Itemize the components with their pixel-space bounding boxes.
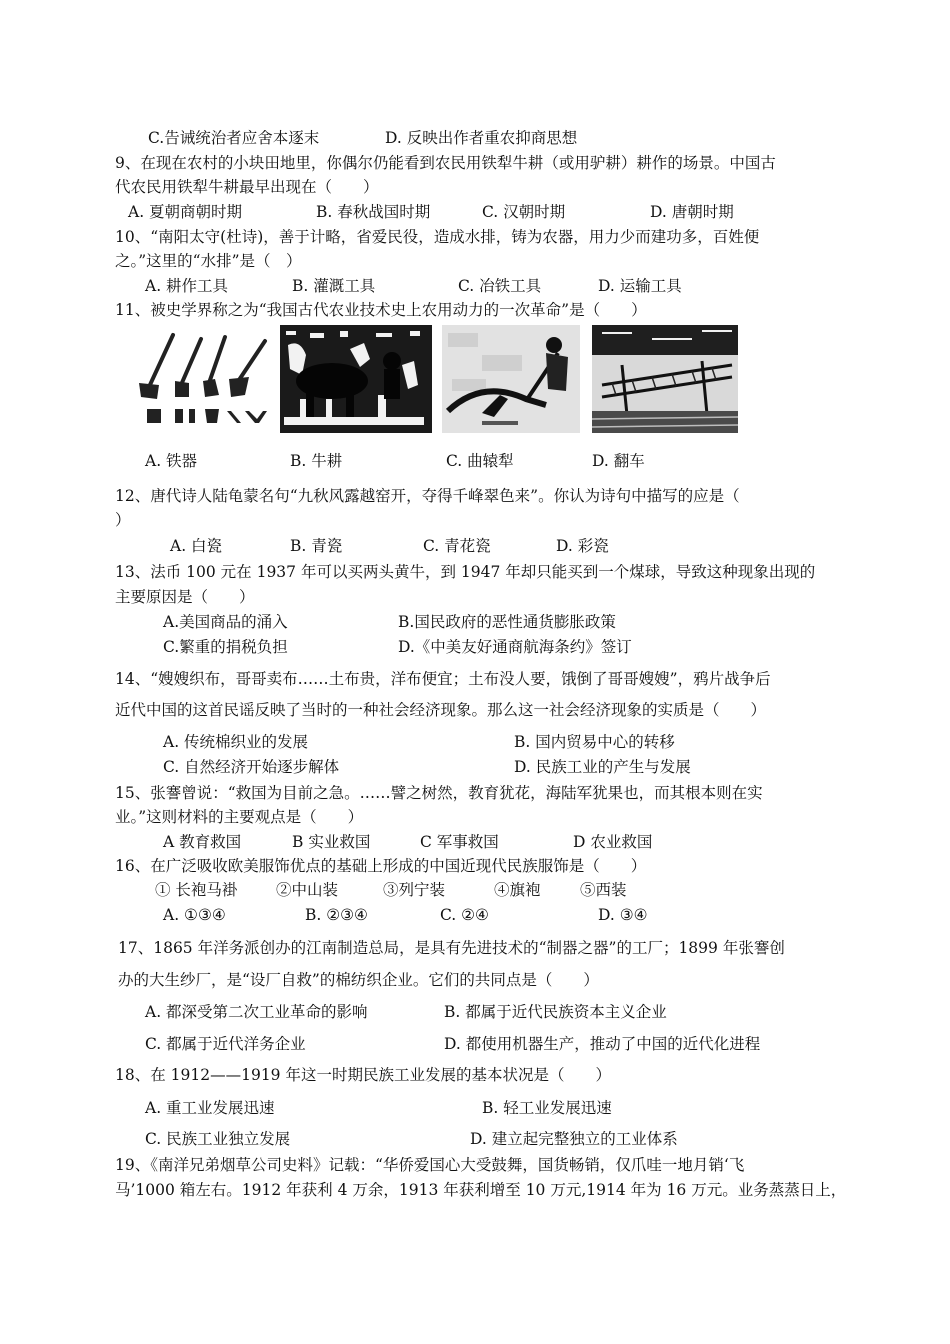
q15-option-b: B 实业救国 [292, 833, 371, 851]
q11-option-c: C. 曲辕犁 [446, 452, 514, 470]
q14-option-c: C. 自然经济开始逐步解体 [163, 758, 340, 776]
q11-option-d: D. 翻车 [592, 452, 645, 470]
q14-option-d: D. 民族工业的产生与发展 [514, 758, 691, 776]
q11-option-b: B. 牛耕 [290, 452, 343, 470]
q16-option-c: C. ②④ [440, 906, 489, 924]
q18-stem: 18、在 1912——1919 年这一时期民族工业发展的基本状况是（ ） [115, 1066, 611, 1084]
q12-option-c: C. 青花瓷 [423, 537, 491, 555]
q13-option-c: C.繁重的捐税负担 [163, 638, 288, 656]
q11-stem: 11、被史学界称之为“我国古代农业技术史上农用动力的一次革命”是（ ） [115, 301, 647, 319]
q13-option-b: B.国民政府的恶性通货膨胀政策 [398, 613, 616, 631]
q18-option-d: D. 建立起完整独立的工业体系 [470, 1130, 678, 1148]
q16-item-4: ④旗袍 [494, 881, 541, 899]
q8-option-d: D. 反映出作者重农抑商思想 [385, 129, 578, 147]
q16-option-d: D. ③④ [598, 906, 648, 924]
q9-stem-line-1: 9、在现在农村的小块田地里，你偶尔仍能看到农民用铁犁牛耕（或用驴耕）耕作的场景。中国古 [115, 154, 776, 172]
q16-option-a: A. ①③④ [163, 906, 226, 924]
q16-item-1: ① 长袍马褂 [155, 881, 238, 899]
q12-option-a: A. 白瓷 [170, 537, 223, 555]
q14-stem-line-2: 近代中国的这首民谣反映了当时的一种社会经济现象。那么这一社会经济现象的实质是（ ） [115, 701, 767, 719]
q12-stem-line-1: 12、唐代诗人陆龟蒙名句“九秋风露越窑开，夺得千峰翠色来”。你认为诗句中描写的应是（ [115, 487, 740, 505]
q17-option-a: A. 都深受第二次工业革命的影响 [145, 1003, 368, 1021]
q17-option-b: B. 都属于近代民族资本主义企业 [444, 1003, 667, 1021]
q17-stem-line-1: 17、1865 年洋务派创办的江南制造总局，是具有先进技术的“制器之器”的工厂；1899 年张謇创 [118, 939, 785, 957]
q16-item-2: ②中山装 [276, 881, 339, 899]
q10-stem-line-1: 10、“南阳太守(杜诗)，善于计略，省爱民役，造成水排，铸为农器，用力少而建功多，百姓便 [115, 228, 760, 246]
q10-stem-line-2: 之。”这里的“水排”是（ ） [115, 252, 302, 270]
q16-stem: 16、在广泛吸收欧美服饰优点的基础上形成的中国近现代民族服饰是（ ） [115, 857, 647, 875]
q18-option-b: B. 轻工业发展迅速 [482, 1099, 612, 1117]
q9-option-d: D. 唐朝时期 [650, 203, 734, 221]
q15-stem-line-2: 业。”这则材料的主要观点是（ ） [115, 808, 364, 826]
water-wheel-picture [592, 325, 738, 433]
q13-option-a: A.美国商品的涌入 [163, 613, 288, 631]
q12-option-d: D. 彩瓷 [556, 537, 609, 555]
q9-option-a: A. 夏朝商朝时期 [128, 203, 243, 221]
q8-option-c: C.告诫统治者应舍本逐末 [148, 129, 320, 147]
q9-option-c: C. 汉朝时期 [482, 203, 566, 221]
q18-option-a: A. 重工业发展迅速 [145, 1099, 275, 1117]
iron-tools-picture [133, 325, 273, 433]
q14-option-b: B. 国内贸易中心的转移 [514, 733, 675, 751]
q13-stem-line-1: 13、法币 100 元在 1937 年可以买两头黄牛，到 1947 年却只能买到一个煤球，导致这种现象出现的 [115, 563, 816, 581]
q12-stem-line-2: ） [115, 511, 131, 529]
q16-item-5: ⑤西装 [580, 881, 627, 899]
q13-option-d: D.《中美友好通商航海条约》签订 [398, 638, 632, 656]
q18-option-c: C. 民族工业独立发展 [145, 1130, 291, 1148]
q10-option-c: C. 冶铁工具 [458, 277, 542, 295]
q9-stem-line-2: 代农民用铁犁牛耕最早出现在（ ） [115, 178, 379, 196]
q15-stem-line-1: 15、张謇曾说：“救国为目前之急。……譬之树然，教育犹花，海陆军犹果也，而其根本则在实 [115, 784, 763, 802]
curved-plow-picture [442, 325, 580, 433]
q17-option-c: C. 都属于近代洋务企业 [145, 1035, 306, 1053]
q16-item-3: ③列宁装 [383, 881, 446, 899]
q16-option-b: B. ②③④ [305, 906, 368, 924]
q13-stem-line-2: 主要原因是（ ） [115, 588, 255, 606]
q14-stem-line-1: 14、“嫂嫂织布，哥哥卖布……土布贵，洋布便宜；土布没人要，饿倒了哥哥嫂嫂”，鸦片战争后 [115, 670, 771, 688]
q9-option-b: B. 春秋战国时期 [316, 203, 431, 221]
ox-plowing-picture [280, 325, 432, 433]
q12-option-b: B. 青瓷 [290, 537, 343, 555]
q14-option-a: A. 传统棉织业的发展 [163, 733, 309, 751]
q17-option-d: D. 都使用机器生产，推动了中国的近代化进程 [444, 1035, 761, 1053]
q10-option-d: D. 运输工具 [598, 277, 682, 295]
q11-option-a: A. 铁器 [145, 452, 198, 470]
q19-stem-line-2: 马’1000 箱左右。1912 年获利 4 万余，1913 年获利增至 10 万元,1914 年为 16 万元。业务蒸蒸日上， [115, 1181, 847, 1199]
q15-option-a: A 教育救国 [163, 833, 242, 851]
q15-option-c: C 军事救国 [420, 833, 499, 851]
q10-option-a: A. 耕作工具 [145, 277, 229, 295]
q10-option-b: B. 灌溉工具 [292, 277, 376, 295]
q19-stem-line-1: 19、《南洋兄弟烟草公司史料》记载：“华侨爱国心大受鼓舞，国货畅销，仅爪哇一地月销‘飞 [115, 1156, 745, 1174]
q15-option-d: D 农业救国 [573, 833, 653, 851]
q17-stem-line-2: 办的大生纱厂，是“设厂自救”的棉纺织企业。它们的共同点是（ ） [118, 971, 599, 989]
